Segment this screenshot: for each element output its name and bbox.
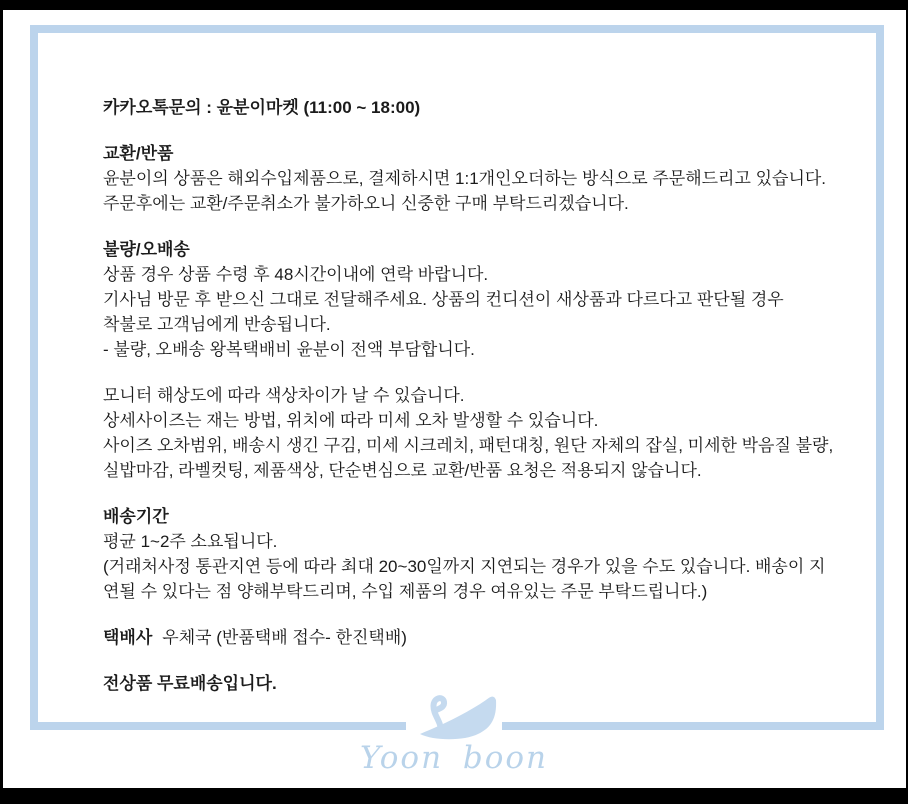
section-disclaimer xyxy=(103,383,903,483)
notice-content xyxy=(103,95,903,696)
free-shipping-note: 전상품 무료배송입니다. xyxy=(103,674,277,693)
courier-value: 우체국 (반품택배 접수- 한진택배) xyxy=(162,628,407,647)
section-text-line: 평균 1~2주 소요됩니다. xyxy=(103,532,278,551)
section-heading: 배송기간 xyxy=(103,507,169,526)
section-text-line: - 불량, 오배송 왕복택배비 윤분이 전액 부담합니다. xyxy=(103,340,475,359)
section-text-line: 윤분이의 상품은 해외수입제품으로, 결제하시면 1:1개인오더하는 방식으로 주문해드리고 있습니다. xyxy=(103,169,827,188)
section-text-line: 기사님 방문 후 받으신 그대로 전달해주세요. 상품의 컨디션이 새상품과 다르다고 판단될 경우 xyxy=(103,290,784,309)
courier-label: 택배사 xyxy=(103,628,153,647)
brand-script: Yoon boon xyxy=(359,740,549,776)
swan-neck xyxy=(434,698,445,732)
section-text-line: 실밥마감, 라벨컷팅, 제품색상, 단순변심으로 교환/반품 요청은 적용되지 않습니다. xyxy=(103,461,702,480)
swan-icon xyxy=(412,692,502,742)
courier-line xyxy=(103,625,903,650)
letterbox-left xyxy=(0,0,3,804)
section-text-line: 연될 수 있다는 점 양해부탁드리며, 수입 제품의 경우 여유있는 주문 부탁드립니다.) xyxy=(103,582,708,601)
notice-panel xyxy=(30,25,884,730)
section-text-line: 상품 경우 상품 수령 후 48시간이내에 연락 바랍니다. xyxy=(103,265,489,284)
section-exchange-return xyxy=(103,141,903,216)
letterbox-top xyxy=(0,0,908,10)
section-text-line: 사이즈 오차범위, 배송시 생긴 구김, 미세 시크레치, 패턴대칭, 원단 자체의 잡실, 미세한 박음질 불량, xyxy=(103,436,834,455)
section-text-line: 상세사이즈는 재는 방법, 위치에 따라 미세 오차 발생할 수 있습니다. xyxy=(103,411,599,430)
letterbox-bottom xyxy=(0,788,908,804)
section-heading: 교환/반품 xyxy=(103,144,174,163)
section-defect-misdelivery xyxy=(103,237,903,362)
section-text-line: 착불로 고객님에게 반송됩니다. xyxy=(103,315,331,334)
section-heading: 불량/오배송 xyxy=(103,240,190,259)
section-text-line: (거래처사정 통관지연 등에 따라 최대 20~30일까지 지연되는 경우가 있을 수도 있습니다. 배송이 지 xyxy=(103,557,826,576)
section-shipping-period xyxy=(103,504,903,604)
section-text-line: 주문후에는 교환/주문취소가 불가하오니 신중한 구매 부탁드리겠습니다. xyxy=(103,194,629,213)
section-text-line: 모니터 해상도에 따라 색상차이가 날 수 있습니다. xyxy=(103,386,465,405)
page-title: 카카오톡문의 : 윤분이마켓 (11:00 ~ 18:00) xyxy=(103,98,421,117)
